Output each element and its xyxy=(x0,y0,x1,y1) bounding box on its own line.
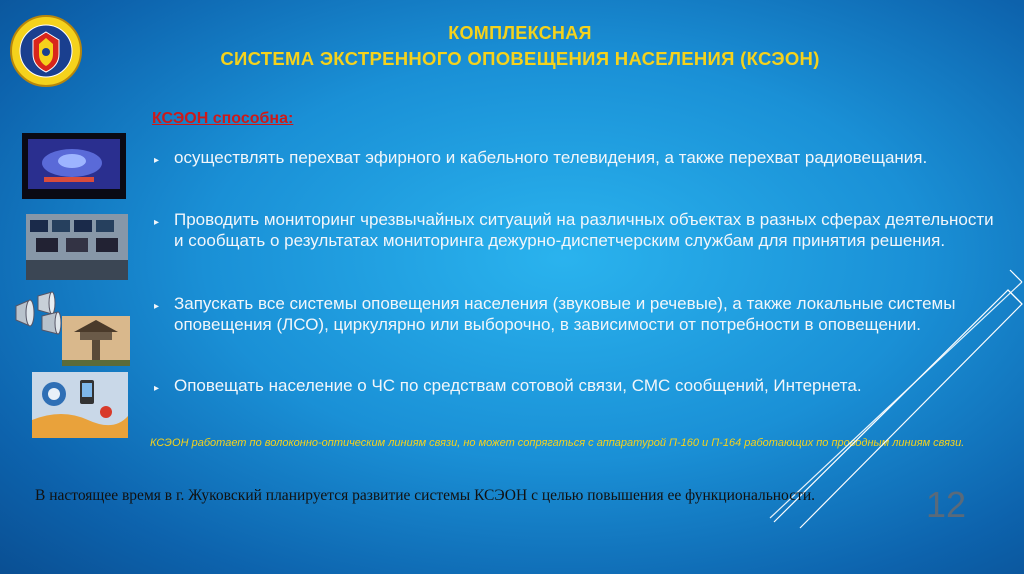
siren-tower-image xyxy=(62,316,130,366)
list-item-text: Оповещать население о ЧС по средствам сотовой связи, СМС сообщений, Интернета. xyxy=(174,376,862,395)
page-number: 12 xyxy=(926,484,967,525)
list-item xyxy=(152,209,994,251)
list-item xyxy=(152,147,994,168)
bullet-arrow-icon: ▸ xyxy=(154,217,160,228)
monitoring-center-image xyxy=(26,214,128,280)
list-item-text: Запускать все системы оповещения населения (звуковые и речевые), а также локальные системы оповещения (ЛСО), циркулярно или выборочно, в зависимости от потребности в оповещении. xyxy=(174,294,956,334)
list-item-text: Проводить мониторинг чрезвычайных ситуаций на различных объектах в разных сферах деятельности и сообщать о результатах мониторинга дежурно-диспетчерским службам для принятия решения. xyxy=(174,210,994,250)
mobile-alert-image xyxy=(32,372,128,438)
emblem-logo xyxy=(9,14,83,88)
fiber-optic-note: КСЭОН работает по волоконно-оптическим линиям связи, но может сопрягаться с аппаратурой П-160 и П-164 работающих по проводным линиям связи. xyxy=(150,437,965,449)
tv-broadcast-image xyxy=(22,133,126,199)
bullet-arrow-icon: ▸ xyxy=(154,301,160,312)
page-title xyxy=(100,20,940,72)
bullet-arrow-icon: ▸ xyxy=(154,155,160,166)
capabilities-heading: КСЭОН способна: xyxy=(152,110,294,127)
development-plan-text: В настоящее время в г. Жуковский планируется развитие системы КСЭОН с целью повышения ее функциональности. xyxy=(35,487,816,504)
title-line-2: СИСТЕМА ЭКСТРЕННОГО ОПОВЕЩЕНИЯ НАСЕЛЕНИЯ (КСЭОН) xyxy=(220,48,820,69)
bullet-arrow-icon: ▸ xyxy=(154,383,160,394)
list-item-text: осуществлять перехват эфирного и кабельного телевидения, а также перехват радиовещания. xyxy=(174,148,928,167)
title-line-1: КОМПЛЕКСНАЯ xyxy=(448,23,592,43)
